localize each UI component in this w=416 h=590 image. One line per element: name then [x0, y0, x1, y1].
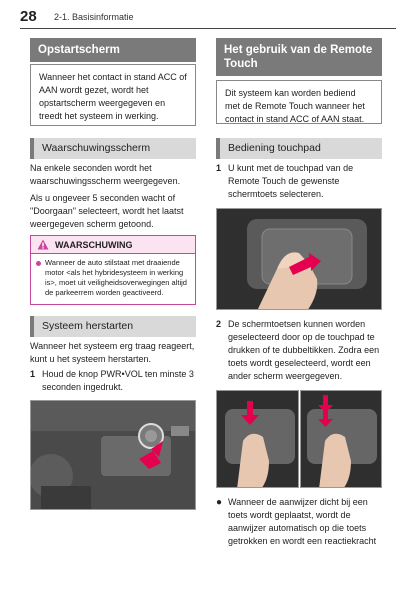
touchpad-section-title: Bediening touchpad [216, 138, 382, 159]
touchpad-swipe-illustration [216, 208, 382, 310]
chapter-title: 2-1. Basisinformatie [54, 12, 134, 22]
touchpad-double-tap-illustration [300, 390, 382, 488]
warning-label: WAARSCHUWING [55, 239, 133, 250]
warning-screen-paragraph-2: Als u ongeveer 5 seconden wacht of "Doorgaan" selecteert, wordt het laatst weergegeven scherm getoond. [30, 193, 184, 229]
pointer-bullet [216, 496, 382, 548]
remote-touch-section-title: Het gebruik van de Remote Touch [216, 38, 382, 76]
restart-paragraph: Wanneer het systeem erg traag reageert, kunt u het systeem herstarten. [30, 341, 195, 364]
restart-step-number: 1 [30, 369, 36, 379]
dashboard-illustration [30, 400, 196, 510]
pointer-bullet-text: Wanneer de aanwijzer dicht bij een toets wordt geplaatst, wordt de aanwijzer automatisch op die toets getrokken en wordt een reactiekracht [228, 497, 377, 546]
step-2-number: 2 [216, 319, 222, 329]
touchpad-step-1 [216, 162, 382, 201]
step-1-text: U kunt met de touchpad van de Remote Touch de gewenste schermtoets selecteren. [228, 163, 354, 199]
warning-triangle-icon [37, 239, 49, 250]
warning-text: Wanneer de auto stilstaat met draaiende motor <als het hybridesysteem in werking is>, moet uit veiligheidsoverwegingen altijd de parkeerrem worden geactiveerd. [31, 254, 195, 302]
step-1-number: 1 [216, 163, 222, 173]
remote-touch-note: Dit systeem kan worden bediend met de Remote Touch wanneer het contact in stand ACC of AAN staat. [216, 80, 382, 124]
step-2-text: De schermtoetsen kunnen worden geselecteerd door op de touchpad te drukken of te dubbeltikken. Zodra een toets wordt geselecteerd, wordt een ander scherm weergegeven. [228, 319, 380, 381]
touchpad-step-2 [216, 318, 382, 383]
restart-section-title: Systeem herstarten [30, 316, 196, 337]
header-divider [20, 28, 396, 29]
touchpad-press-illustration [216, 390, 299, 488]
page-number: 28 [20, 8, 37, 25]
bullet-icon: ● [216, 497, 223, 508]
warning-screen-paragraph-1: Na enkele seconden wordt het waarschuwingsscherm weergegeven. [30, 163, 181, 186]
startup-note: Wanneer het contact in stand ACC of AAN wordt gezet, wordt het opstartscherm weergegeven en treedt het systeem in werking. [30, 64, 196, 126]
warning-screen-title: Waarschuwingsscherm [30, 138, 196, 159]
restart-step-1 [30, 368, 196, 394]
startup-section-title: Opstartscherm [30, 38, 196, 62]
warning-header [31, 236, 195, 254]
restart-step-text: Houd de knop PWR•VOL ten minste 3 seconden ingedrukt. [42, 369, 194, 392]
warning-box [30, 235, 196, 305]
